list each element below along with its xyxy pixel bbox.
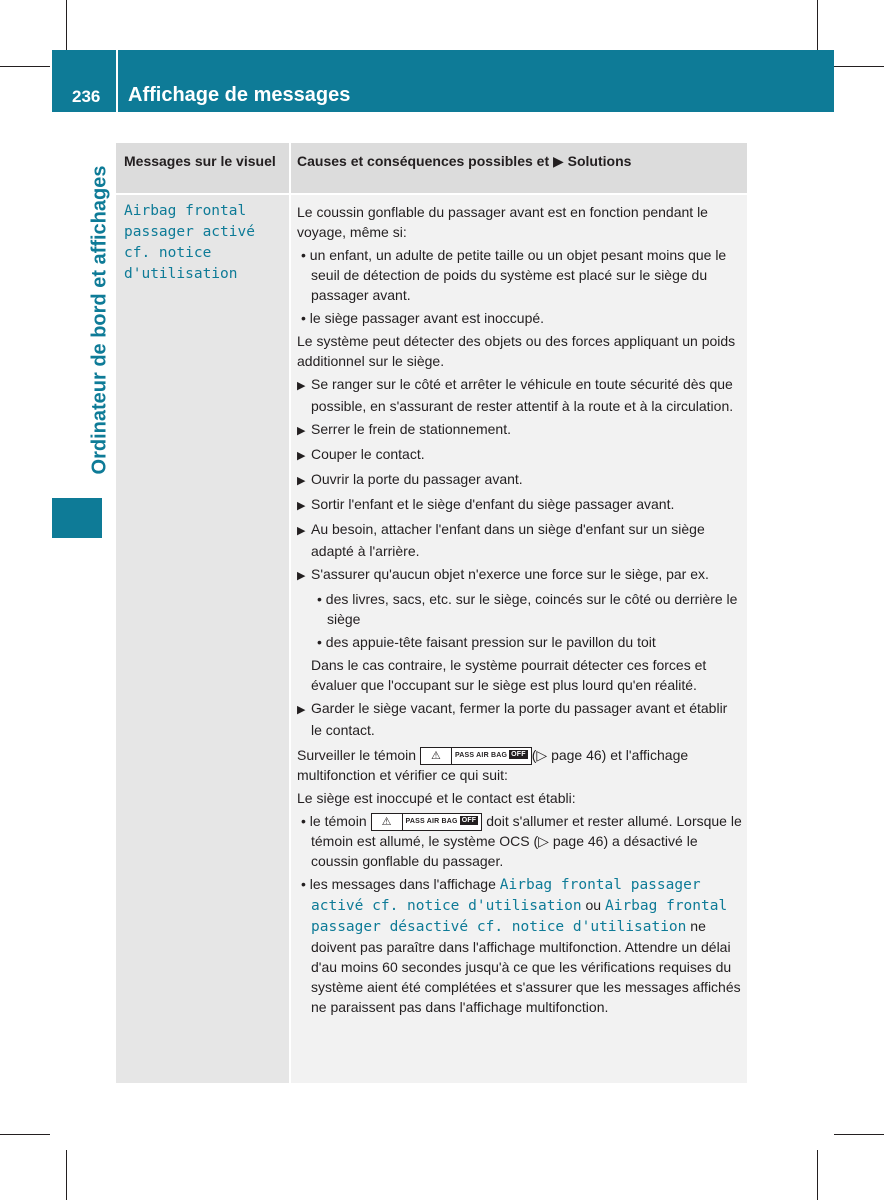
action-step: ▶ Serrer le frein de stationnement. <box>297 419 742 441</box>
crop-mark <box>817 1150 818 1200</box>
seat-occupant-icon: ⚠ <box>421 748 452 764</box>
display-message <box>124 201 289 285</box>
paragraph: Dans le cas contraire, le système pourrait détecter ces forces et évaluer que l'occupant sur le siège est plus lourd qu'en réalité. <box>311 657 707 693</box>
page-number: 236 <box>72 87 101 106</box>
display-message-line: cf. notice <box>124 245 212 261</box>
crop-mark <box>834 1134 884 1135</box>
bullet-item: • un enfant, un adulte de petite taille ou un objet pesant moins que le seuil de détection de poids du système est placé sur le siège du passager avant. <box>301 247 727 303</box>
action-step: ▶ Ouvrir la porte du passager avant. <box>297 469 742 491</box>
action-arrow-icon: ▶ <box>297 525 306 537</box>
bullet-item: • le témoin ⚠ PASS AIR BAG OFF doit s'allumer et rester allumé. Lorsque le témoin est allumé, le système OCS (▷ page 46) a désactivé le coussin gonflable du passager. <box>301 813 742 869</box>
bullet-item: • les messages dans l'affichage Airbag frontal passager activé cf. notice d'utilisation ou Airbag frontal passager désactivé cf. notice d'utilisation ne doivent pas paraître dans l'affichage multifonction. Attendre un délai d'au moins 60 secondes jusqu'à ce que les vérifications requises du système aient été complétées et s'assurer que les messages affichés ne paraissent pas dans l'affichage multifonction. <box>301 876 741 1015</box>
action-arrow-icon: ▶ <box>297 475 306 487</box>
sub-bullet-item: • des appuie-tête faisant pression sur le pavillon du toit <box>317 634 656 650</box>
column-header-messages: Messages sur le visuel <box>124 153 276 169</box>
display-message-inline: Airbag frontal passager activé cf. notice d'utilisation <box>311 877 701 914</box>
solutions-text <box>297 202 742 1020</box>
action-arrow-icon: ▶ <box>297 425 306 437</box>
column-header-solutions: Causes et conséquences possibles et ▶ Solutions <box>297 153 632 169</box>
sub-bullet-item: • des livres, sacs, etc. sur le siège, coincés sur le côté ou derrière le siège <box>317 591 738 627</box>
action-arrow-icon: ▶ <box>297 500 306 512</box>
crop-mark <box>0 1134 50 1135</box>
seat-occupant-icon: ⚠ <box>372 814 403 830</box>
display-message-line: d'utilisation <box>124 266 238 282</box>
display-message-line: passager activé <box>124 224 255 240</box>
passenger-airbag-off-indicator-icon: ⚠ PASS AIR BAG OFF <box>420 747 532 765</box>
display-message-line: Airbag frontal <box>124 203 247 219</box>
column-divider <box>289 143 291 1083</box>
side-section-title-text: Ordinateur de bord et affichages <box>88 165 111 475</box>
action-arrow-icon: ▶ <box>297 570 306 582</box>
crop-mark <box>834 66 884 67</box>
paragraph: Le coussin gonflable du passager avant est en fonction pendant le voyage, même si: <box>297 204 708 240</box>
action-step: ▶ Couper le contact. <box>297 444 742 466</box>
paragraph: Le siège est inoccupé et le contact est établi: <box>297 790 576 806</box>
paragraph: Surveiller le témoin ⚠ PASS AIR BAG OFF (▷ page 46) et l'affichage multifonction et vérifier ce qui suit: <box>297 747 689 783</box>
side-tab-marker <box>52 498 102 538</box>
action-arrow-icon: ▶ <box>297 380 306 392</box>
display-message-inline: Airbag frontal passager désactivé cf. notice d'utilisation <box>311 898 728 935</box>
crop-mark <box>66 1150 67 1200</box>
paragraph: Le système peut détecter des objets ou des forces appliquant un poids additionnel sur le siège. <box>297 333 736 369</box>
action-arrow-icon: ▶ <box>297 704 306 716</box>
side-section-title <box>80 150 120 490</box>
crop-mark <box>66 0 67 50</box>
action-step: ▶ Se ranger sur le côté et arrêter le véhicule en toute sécurité dès que possible, en s'assurant de rester attentif à la route et à la circulation. <box>297 376 734 414</box>
action-step: ▶ Au besoin, attacher l'enfant dans un siège d'enfant sur un siège adapté à l'arrière. <box>297 521 705 559</box>
page-title: Affichage de messages <box>128 84 351 106</box>
action-arrow-icon: ▶ <box>297 450 306 462</box>
action-step: ▶ Sortir l'enfant et le siège d'enfant du siège passager avant. <box>297 494 742 516</box>
crop-mark <box>0 66 50 67</box>
message-table <box>116 143 747 1083</box>
header-divider <box>116 193 747 195</box>
passenger-airbag-off-indicator-icon: ⚠ PASS AIR BAG OFF <box>371 813 483 831</box>
crop-mark <box>817 0 818 50</box>
action-step: ▶ S'assurer qu'aucun objet n'exerce une force sur le siège, par ex. <box>297 564 742 586</box>
action-step: ▶ Garder le siège vacant, fermer la porte du passager avant et établir le contact. <box>297 700 728 738</box>
bullet-item: • le siège passager avant est inoccupé. <box>301 310 545 326</box>
